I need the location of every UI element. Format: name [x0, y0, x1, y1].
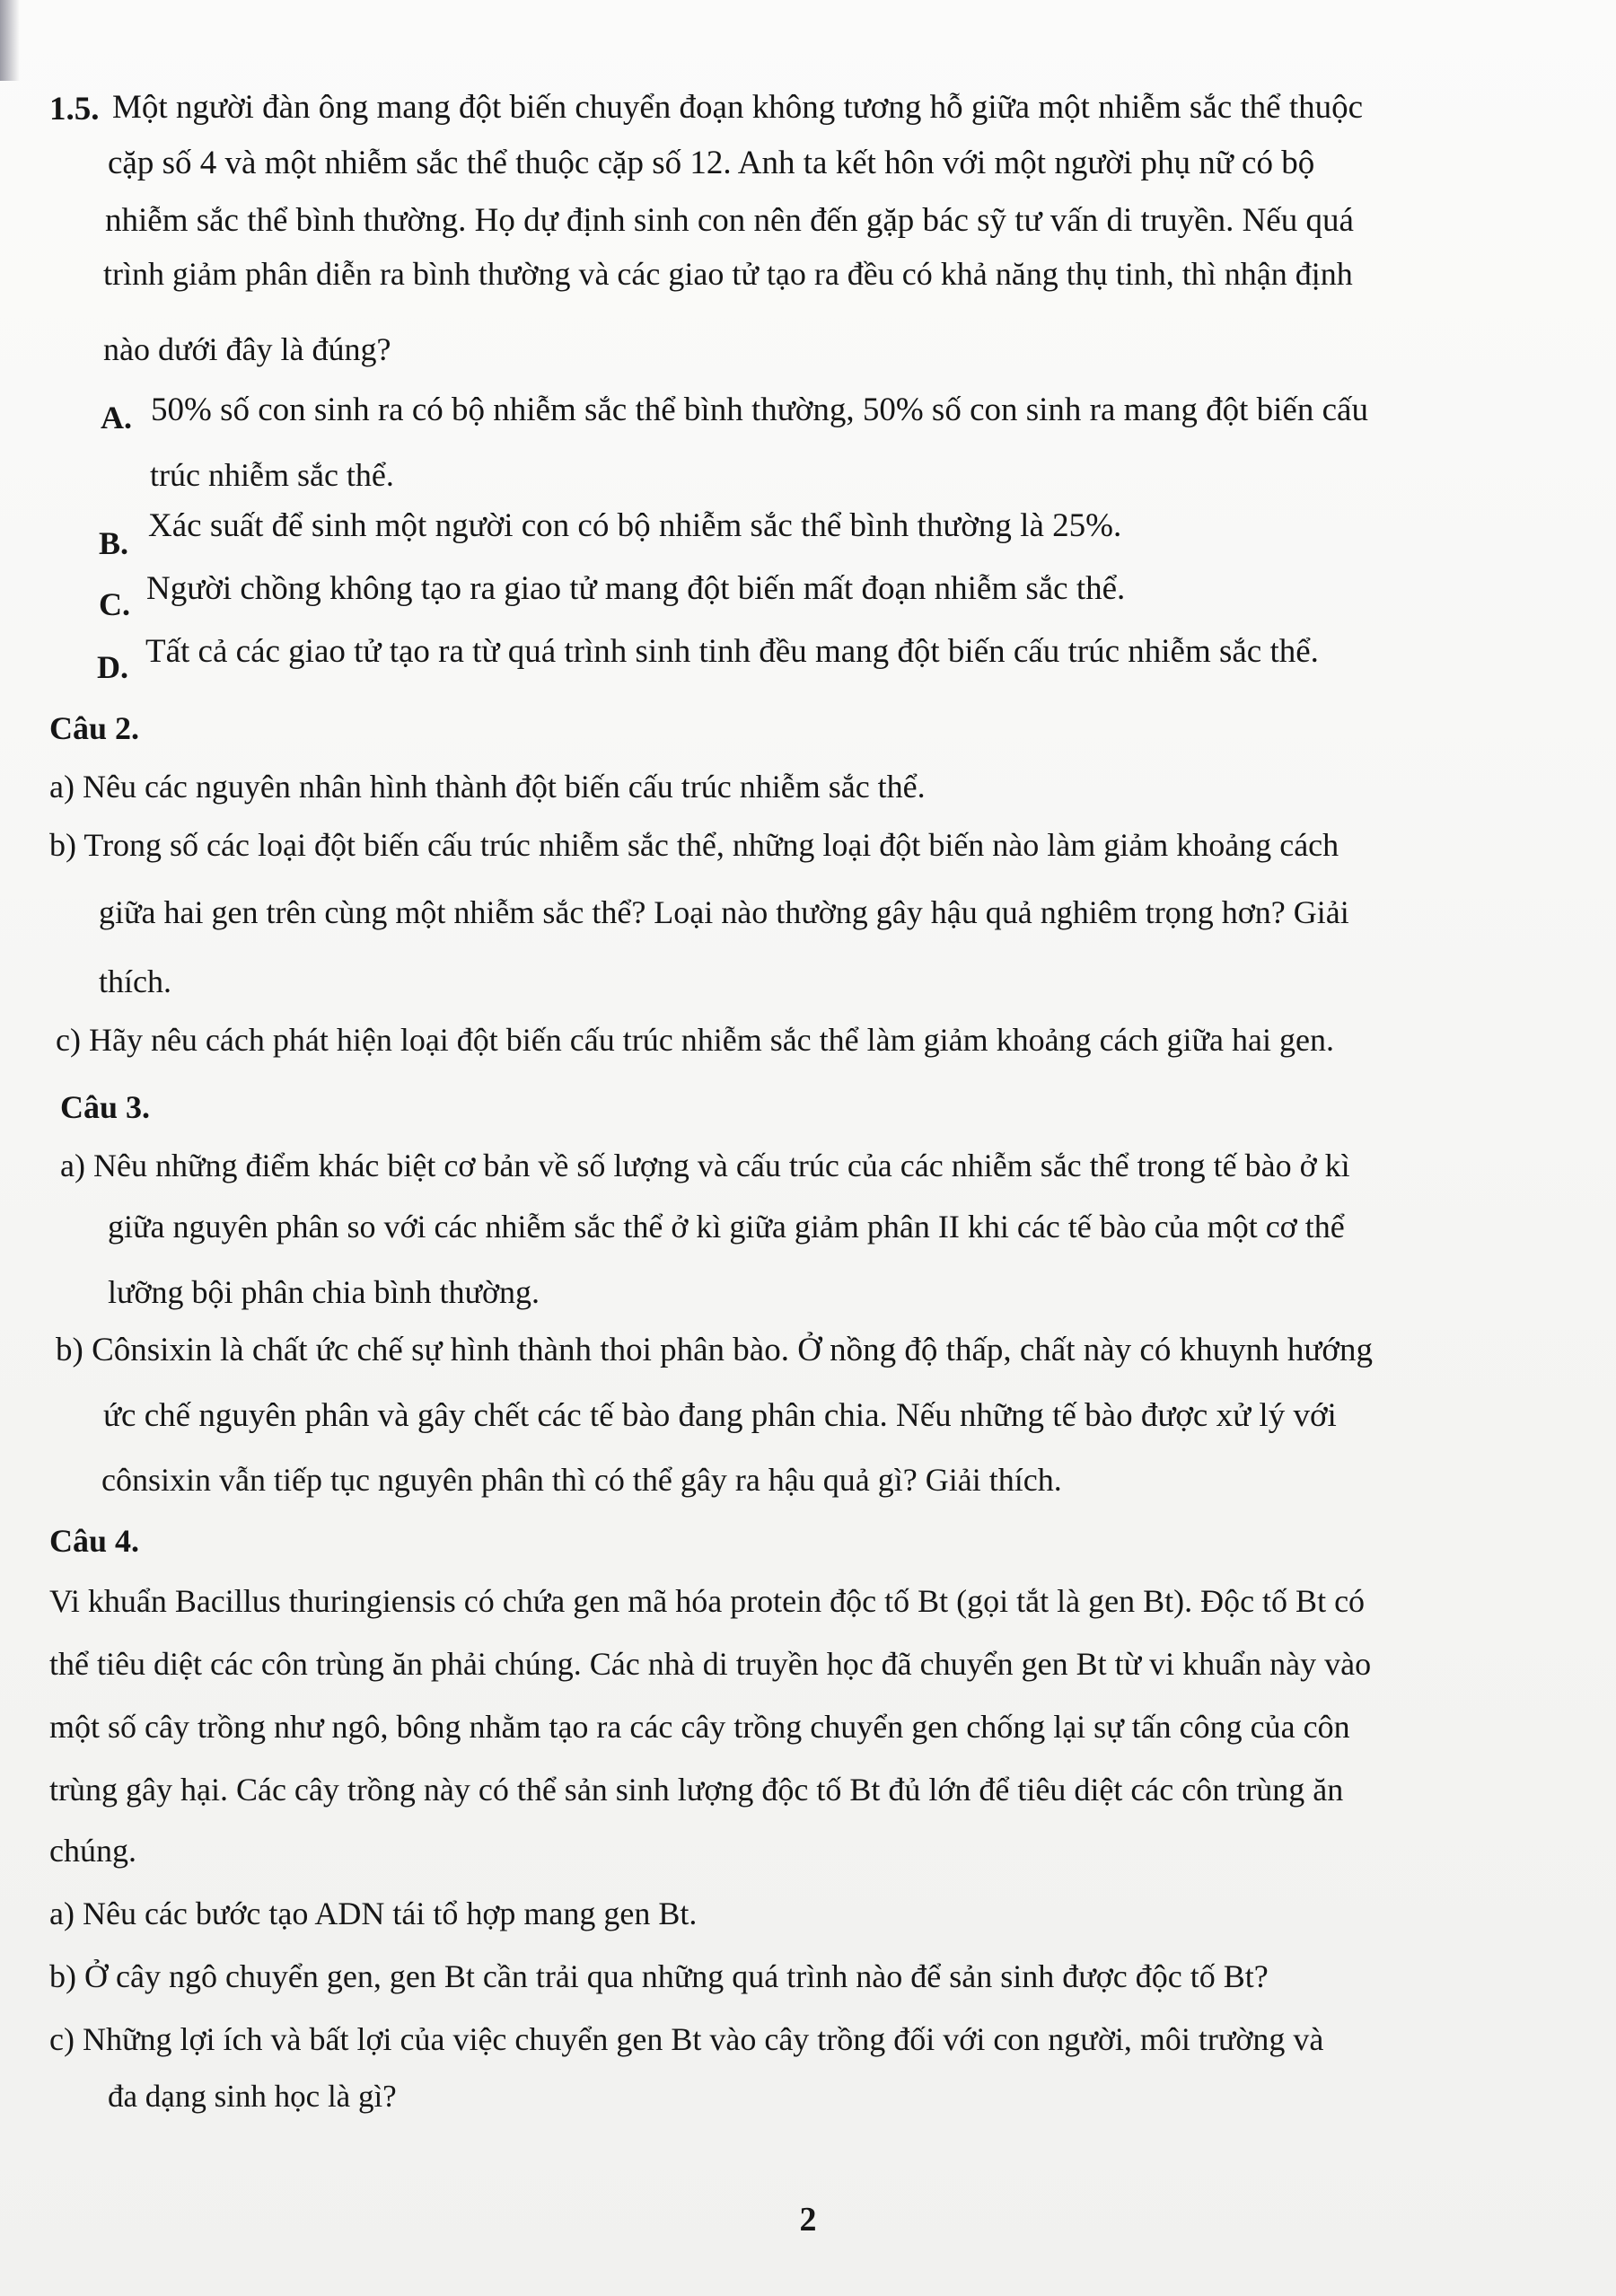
question-3-heading: Câu 3. — [60, 1089, 151, 1125]
question-3-b-line-1: b) Cônsixin là chất ức chế sự hình thành thoi phân bào. Ở nồng độ thấp, chất này có khuynh hướng — [56, 1332, 1373, 1368]
question-4-a: a) Nêu các bước tạo ADN tái tổ hợp mang gen Bt. — [49, 1896, 698, 1931]
option-b-text: Xác suất để sinh một người con có bộ nhiễm sắc thể bình thường là 25%. — [148, 507, 1122, 544]
question-3-b-line-3: cônsixin vẫn tiếp tục nguyên phân thì có thể gây ra hậu quả gì? Giải thích. — [101, 1462, 1062, 1498]
question-3-b-line-2: ức chế nguyên phân và gây chết các tế bào đang phân chia. Nếu những tế bào được xử lý với — [103, 1397, 1337, 1434]
question-4-c-line-2: đa dạng sinh học là gì? — [108, 2079, 397, 2114]
option-a-line-1: 50% số con sinh ra có bộ nhiễm sắc thể bình thường, 50% số con sinh ra mang đột biến cấu — [151, 391, 1368, 428]
option-c-letter: C. — [99, 586, 130, 622]
option-a-letter: A. — [101, 400, 132, 435]
option-a-line-2: trúc nhiễm sắc thể. — [150, 457, 394, 493]
option-b-letter: B. — [99, 525, 129, 561]
question-4-intro-line-1: Vi khuẩn Bacillus thuringiensis có chứa gen mã hóa protein độc tố Bt (gọi tắt là gen Bt). Độc tố Bt có — [49, 1583, 1366, 1619]
question-4-b: b) Ở cây ngô chuyển gen, gen Bt cần trải qua những quá trình nào để sản sinh được độc tố Bt? — [49, 1958, 1269, 1994]
question-1-5-line-2: cặp số 4 và một nhiễm sắc thể thuộc cặp số 12. Anh ta kết hôn với một người phụ nữ có bộ — [108, 145, 1315, 181]
question-2-a: a) Nêu các nguyên nhân hình thành đột biến cấu trúc nhiễm sắc thể. — [49, 769, 926, 805]
question-2-b-line-1: b) Trong số các loại đột biến cấu trúc nhiễm sắc thể, những loại đột biến nào làm giảm khoảng cách — [49, 827, 1339, 863]
question-4-c-line-1: c) Những lợi ích và bất lợi của việc chuyển gen Bt vào cây trồng đối với con người, môi trường và — [49, 2021, 1324, 2057]
question-4-intro-line-2: thể tiêu diệt các côn trùng ăn phải chúng. Các nhà di truyền học đã chuyển gen Bt từ vi khuẩn này vào — [49, 1646, 1372, 1682]
question-3-a-line-2: giữa nguyên phân so với các nhiễm sắc thể ở kì giữa giảm phân II khi các tế bào của một cơ thể — [108, 1209, 1345, 1245]
question-3-a-line-3: lưỡng bội phân chia bình thường. — [108, 1274, 540, 1310]
question-4-intro-line-4: trùng gây hại. Các cây trồng này có thể sản sinh lượng độc tố Bt đủ lớn để tiêu diệt các côn trùng ăn — [49, 1772, 1344, 1808]
question-1-5-line-1: Một người đàn ông mang đột biến chuyển đoạn không tương hỗ giữa một nhiễm sắc thể thuộc — [112, 89, 1364, 126]
option-c-text: Người chồng không tạo ra giao tử mang đột biến mất đoạn nhiễm sắc thể. — [146, 570, 1126, 607]
question-1-5-line-3: nhiễm sắc thể bình thường. Họ dự định sinh con nên đến gặp bác sỹ tư vấn di truyền. Nếu quá — [105, 202, 1354, 239]
question-2-b-line-3: thích. — [99, 963, 171, 999]
page-edge-shadow — [0, 0, 20, 81]
question-2-b-line-2: giữa hai gen trên cùng một nhiễm sắc thể? Loại nào thường gây hậu quả nghiêm trọng hơn? Giải — [99, 894, 1349, 930]
question-1-5-line-4: trình giảm phân diễn ra bình thường và các giao tử tạo ra đều có khả năng thụ tinh, thì nhận định — [103, 256, 1353, 292]
question-4-intro-line-3: một số cây trồng như ngô, bông nhằm tạo ra các cây trồng chuyển gen chống lại sự tấn công của côn — [49, 1709, 1350, 1745]
question-3-a-line-1: a) Nêu những điểm khác biệt cơ bản về số lượng và cấu trúc của các nhiễm sắc thể trong tế bào ở kì — [60, 1148, 1350, 1183]
question-2-c: c) Hãy nêu cách phát hiện loại đột biến cấu trúc nhiễm sắc thể làm giảm khoảng cách giữa hai gen. — [56, 1022, 1334, 1058]
question-4-heading: Câu 4. — [49, 1523, 140, 1559]
option-d-text: Tất cả các giao tử tạo ra từ quá trình sinh tinh đều mang đột biến cấu trúc nhiễm sắc thể. — [145, 633, 1319, 670]
question-4-intro-line-5: chúng. — [49, 1833, 136, 1869]
page-number: 2 — [799, 2201, 817, 2239]
option-d-letter: D. — [97, 649, 128, 685]
question-1-5-line-5: nào dưới đây là đúng? — [103, 331, 391, 367]
question-number-1-5: 1.5. — [49, 91, 100, 128]
question-2-heading: Câu 2. — [49, 710, 140, 746]
